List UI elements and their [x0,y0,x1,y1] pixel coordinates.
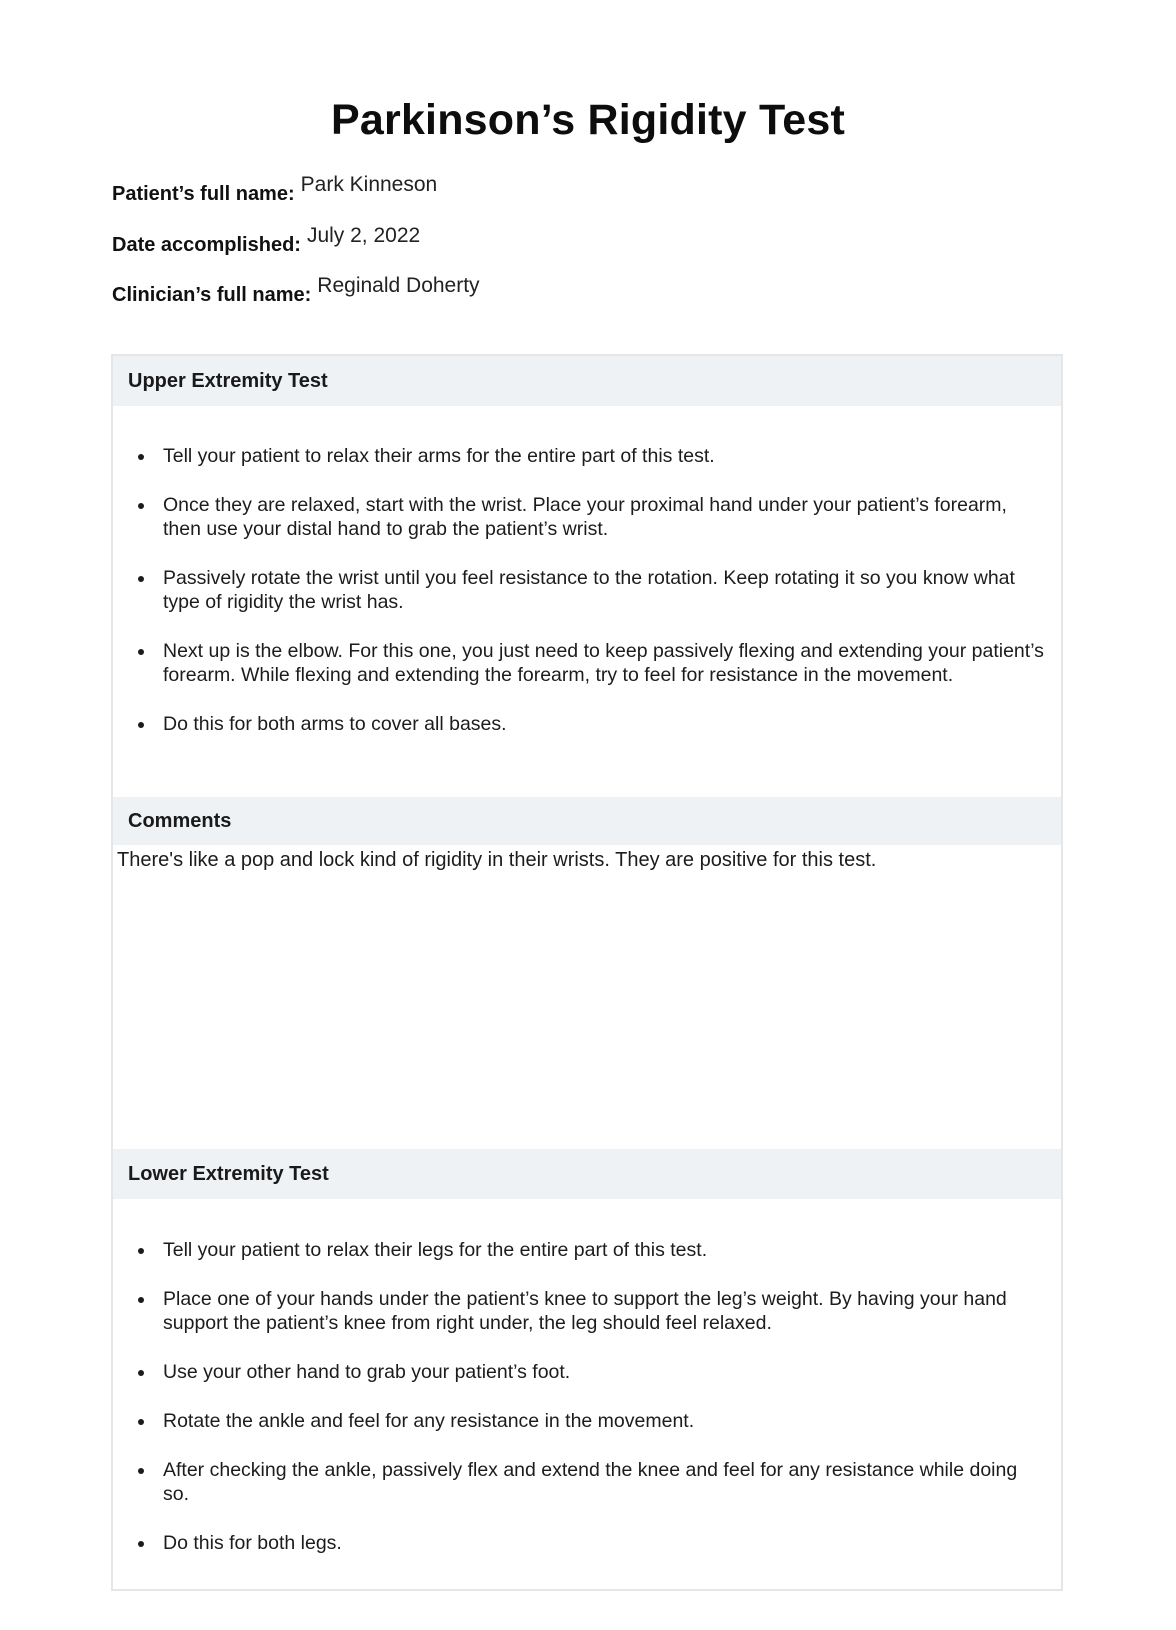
document-title: Parkinson’s Rigidity Test [331,96,845,144]
upper-extremity-steps [113,444,1061,761]
list-item: Tell your patient to relax their legs for the entire part of this test. [163,1238,1047,1262]
comments-heading: Comments [113,797,1061,845]
list-item: Place one of your hands under the patient’s knee to support the leg’s weight. By having your hand support the patient’s knee from right under, the leg should feel relaxed. [163,1287,1047,1335]
list-item: Passively rotate the wrist until you feel resistance to the rotation. Keep rotating it so you know what type of rigidity the wrist has. [163,566,1047,614]
list-item: Use your other hand to grab your patient’s foot. [163,1360,1047,1384]
comments-text[interactable]: There's like a pop and lock kind of rigidity in their wrists. They are positive for this test. [117,849,877,871]
upper-extremity-heading: Upper Extremity Test [113,356,1061,406]
list-item: Do this for both legs. [163,1531,1047,1555]
date-accomplished-value[interactable]: July 2, 2022 [306,224,421,247]
clinician-name-field [112,274,480,307]
list-item: Rotate the ankle and feel for any resistance in the movement. [163,1409,1047,1433]
list-item: Once they are relaxed, start with the wrist. Place your proximal hand under your patient’s forearm, then use your distal hand to grab the patient’s wrist. [163,493,1047,541]
test-form-box [111,354,1063,1591]
list-item: Next up is the elbow. For this one, you just need to keep passively flexing and extending your patient’s forearm. While flexing and extending the forearm, try to feel for resistance in the movement. [163,639,1047,687]
list-item: Tell your patient to relax their arms for the entire part of this test. [163,444,1047,468]
clinician-name-value[interactable]: Reginald Doherty [317,274,480,297]
patient-name-value[interactable]: Park Kinneson [300,173,438,196]
list-item: Do this for both arms to cover all bases. [163,712,1047,736]
list-item: After checking the ankle, passively flex and extend the knee and feel for any resistance while doing so. [163,1458,1047,1506]
patient-name-field [112,173,438,206]
clinician-name-label: Clinician’s full name: [112,284,312,306]
lower-extremity-heading: Lower Extremity Test [113,1149,1061,1199]
patient-name-label: Patient’s full name: [112,183,295,205]
date-accomplished-field [112,224,421,257]
date-accomplished-label: Date accomplished: [112,234,301,256]
lower-extremity-steps [113,1238,1061,1580]
